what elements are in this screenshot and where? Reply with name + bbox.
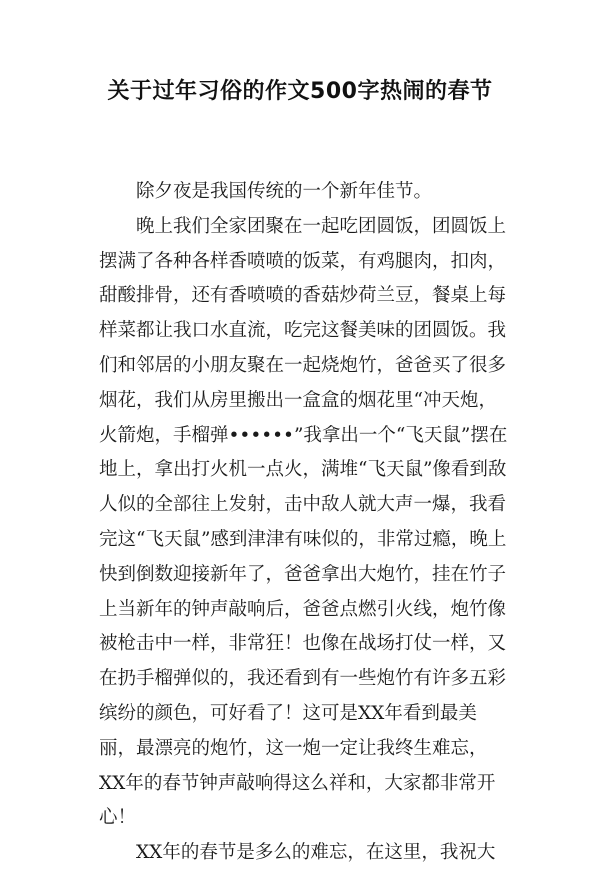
paragraph-intro: 除夕夜是我国传统的一个新年佳节。 bbox=[136, 181, 433, 202]
document-title: 关于过年习俗的作文500字热闹的春节 bbox=[107, 79, 493, 104]
document-body bbox=[99, 175, 509, 871]
paragraph-closing: XX年的春节是多么的难忘，在这里，我祝大 bbox=[136, 842, 496, 864]
paragraph-main: 晚上我们全家团聚在一起吃团圆饭，团圆饭上摆满了各种各样香喷喷的饭菜，有鸡腿肉，扣肉，甜酸排骨，还有香喷喷的香菇炒荷兰豆，餐桌上每样菜都让我口水直流，吃完这餐美味的团圆饭。我们和邻居的小朋友聚在一起烧炮竹，爸爸买了很多烟花，我们从房里搬出一盒盒的烟花里“冲天炮，火箭炮，手榴弹••••••”我拿出一个“飞天鼠”摆在地上，拿出打火机一点火，满堆“飞天鼠”像看到敌人似的全部往上发射，击中敌人就大声一爆，我看完这“飞天鼠”感到津津有味似的，非常过瘾，晚上快到倒数迎接新年了，爸爸拿出大炮竹，挂在竹子上当新年的钟声敲响后，爸爸点燃引火线，炮竹像被枪击中一样，非常狂！也像在战场打仗一样，又在扔手榴弹似的，我还看到有一些炮竹有许多五彩缤纷的颜色，可好看了！这可是XX年看到最美丽，最漂亮的炮竹，这一炮一定让我终生难忘，XX年的春节钟声敲响得这么祥和，大家都非常开心！ bbox=[99, 215, 508, 829]
